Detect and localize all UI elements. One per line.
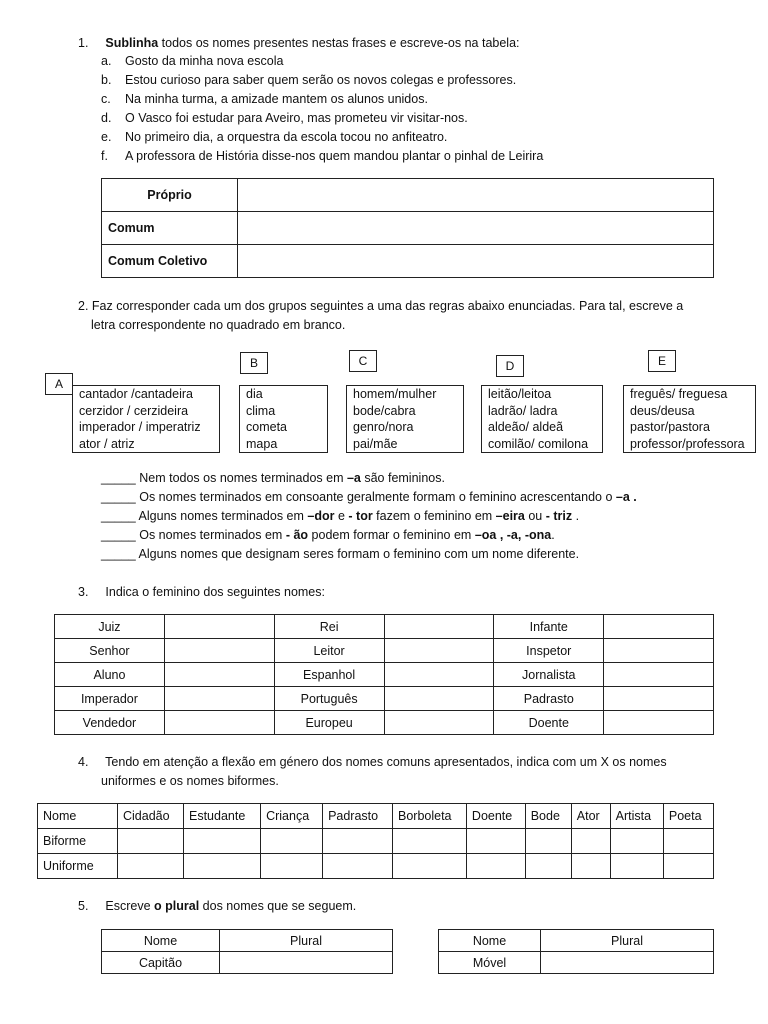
row-label-proprio: Próprio xyxy=(102,179,238,212)
q4-number: 4. xyxy=(78,755,89,769)
row-label-comum: Comum xyxy=(102,212,238,245)
item-text: No primeiro dia, a orquestra da escola tocou no anfiteatro. xyxy=(125,130,448,144)
item-marker: e. xyxy=(101,130,112,144)
noun-cell: Juiz xyxy=(55,615,165,639)
table-row xyxy=(439,952,714,974)
table-row xyxy=(38,829,714,854)
answer-cell[interactable] xyxy=(164,615,274,639)
answer-blank[interactable]: _____ xyxy=(101,471,136,485)
answer-cell[interactable] xyxy=(604,711,714,735)
header-cell: Bode xyxy=(525,804,571,829)
q4-title-line2: uniformes e os nomes biformes. xyxy=(101,774,279,788)
rule-text: Nem todos os nomes terminados em xyxy=(135,471,347,485)
group-box-d xyxy=(481,385,603,453)
noun-cell: Doente xyxy=(494,711,604,735)
answer-cell[interactable] xyxy=(604,687,714,711)
answer-cell[interactable] xyxy=(164,639,274,663)
q1-noun-table xyxy=(101,178,714,278)
group-word: ator / atriz xyxy=(79,436,135,451)
rule-bold: –eira xyxy=(495,509,525,523)
group-box-c xyxy=(346,385,464,453)
check-cell[interactable] xyxy=(663,854,713,879)
rule-line xyxy=(101,545,637,564)
check-cell[interactable] xyxy=(571,854,610,879)
item-marker: b. xyxy=(101,73,112,87)
check-cell[interactable] xyxy=(393,854,467,879)
noun-cell: Imperador xyxy=(55,687,165,711)
answer-cell[interactable] xyxy=(384,711,494,735)
check-cell[interactable] xyxy=(525,829,571,854)
q5-rest: dos nomes que se seguem. xyxy=(199,899,357,913)
noun-cell: Português xyxy=(274,687,384,711)
answer-cell-comum[interactable] xyxy=(238,212,714,245)
q3-title-text: Indica o feminino dos seguintes nomes: xyxy=(105,585,325,599)
group-word: cometa xyxy=(246,420,287,434)
table-header-row xyxy=(102,930,393,952)
rule-text: ou xyxy=(524,509,546,523)
answer-cell[interactable] xyxy=(604,639,714,663)
group-word: comilão/ comilona xyxy=(488,436,589,451)
table-row xyxy=(55,639,714,663)
item-text: O Vasco foi estudar para Aveiro, mas prometeu vir visitar-nos. xyxy=(125,111,468,125)
rule-text: fazem o feminino em xyxy=(372,509,496,523)
answer-cell[interactable] xyxy=(164,711,274,735)
group-word: bode/cabra xyxy=(353,403,416,418)
check-cell[interactable] xyxy=(118,854,184,879)
header-cell: Plural xyxy=(541,930,714,952)
group-word: leitão/leitoa xyxy=(488,387,552,401)
q1-number: 1. xyxy=(78,36,89,50)
header-cell: Estudante xyxy=(183,804,260,829)
check-cell[interactable] xyxy=(663,829,713,854)
table-row xyxy=(55,663,714,687)
group-word: cerzidor / cerzideira xyxy=(79,403,189,418)
rule-line xyxy=(101,488,637,507)
check-cell[interactable] xyxy=(261,854,323,879)
header-cell: Poeta xyxy=(663,804,713,829)
q3-title xyxy=(78,583,325,601)
answer-cell-proprio[interactable] xyxy=(238,179,714,212)
rule-line xyxy=(101,507,637,526)
group-word: homem/mulher xyxy=(353,387,437,401)
noun-cell: Aluno xyxy=(55,663,165,687)
table-row xyxy=(102,179,714,212)
answer-cell[interactable] xyxy=(164,687,274,711)
q4-title-line1: Tendo em atenção a flexão em género dos nomes comuns apresentados, indica com um X os nomes xyxy=(105,755,667,769)
rule-bold: - tor xyxy=(348,509,373,523)
group-word: aldeão/ aldeã xyxy=(488,420,564,434)
header-cell: Nome xyxy=(102,930,220,952)
noun-cell: Padrasto xyxy=(494,687,604,711)
rule-text: Alguns nomes que designam seres formam o feminino com um nome diferente. xyxy=(135,547,580,561)
q5-lead: Escreve xyxy=(105,899,155,913)
table-row xyxy=(55,687,714,711)
header-cell: Ator xyxy=(571,804,610,829)
q5-bold: o plural xyxy=(154,899,200,913)
answer-blank[interactable]: _____ xyxy=(101,509,136,523)
noun-cell: Móvel xyxy=(439,952,541,974)
group-tag-a: A xyxy=(45,373,73,395)
check-cell[interactable] xyxy=(466,854,525,879)
header-cell: Padrasto xyxy=(323,804,393,829)
group-word: deus/deusa xyxy=(630,403,695,418)
row-label-comum-coletivo: Comum Coletivo xyxy=(102,245,238,278)
group-word: ladrão/ ladra xyxy=(488,403,558,418)
answer-blank[interactable]: _____ xyxy=(101,547,136,561)
answer-cell[interactable] xyxy=(384,687,494,711)
answer-blank[interactable]: _____ xyxy=(101,490,136,504)
item-text: Estou curioso para saber quem serão os novos colegas e professores. xyxy=(125,73,517,87)
item-marker: c. xyxy=(101,92,111,106)
q4-title xyxy=(78,753,667,771)
noun-cell: Espanhol xyxy=(274,663,384,687)
check-cell[interactable] xyxy=(183,829,260,854)
noun-cell: Infante xyxy=(494,615,604,639)
item-text: Na minha turma, a amizade mantem os alunos unidos. xyxy=(125,92,428,106)
item-text: Gosto da minha nova escola xyxy=(125,54,284,68)
check-cell[interactable] xyxy=(393,829,467,854)
group-word: pastor/pastora xyxy=(630,420,710,434)
rule-text: Os nomes terminados em xyxy=(135,528,286,542)
q4-gender-table xyxy=(37,803,714,879)
item-marker: d. xyxy=(101,111,112,125)
answer-cell[interactable] xyxy=(164,663,274,687)
group-word: dia xyxy=(246,387,263,401)
header-cell: Plural xyxy=(220,930,393,952)
header-cell: Nome xyxy=(38,804,118,829)
q1-lead-rest: todos os nomes presentes nestas frases e escreve-os na tabela: xyxy=(158,36,520,50)
item-text: A professora de História disse-nos quem mandou plantar o pinhal de Leirira xyxy=(125,149,544,163)
table-row xyxy=(38,854,714,879)
table-header-row xyxy=(38,804,714,829)
group-box-e xyxy=(623,385,756,453)
q1-title xyxy=(78,34,520,52)
noun-cell: Senhor xyxy=(55,639,165,663)
noun-cell: Rei xyxy=(274,615,384,639)
rule-text: . xyxy=(551,528,555,542)
rule-bold: - ão xyxy=(285,528,309,542)
answer-cell[interactable] xyxy=(541,952,714,974)
rule-bold: - triz xyxy=(545,509,573,523)
check-cell[interactable] xyxy=(571,829,610,854)
rule-text: . xyxy=(572,509,580,523)
answer-cell-comum-coletivo[interactable] xyxy=(238,245,714,278)
group-word: pai/mãe xyxy=(353,436,398,451)
header-cell: Doente xyxy=(466,804,525,829)
noun-cell: Leitor xyxy=(274,639,384,663)
check-cell[interactable] xyxy=(183,854,260,879)
group-word: clima xyxy=(246,403,276,418)
group-word: genro/nora xyxy=(353,420,414,434)
item-marker: f. xyxy=(101,149,108,163)
noun-cell: Jornalista xyxy=(494,663,604,687)
answer-cell[interactable] xyxy=(384,639,494,663)
header-cell: Nome xyxy=(439,930,541,952)
noun-cell: Europeu xyxy=(274,711,384,735)
group-tag-b: B xyxy=(240,352,268,374)
group-word: professor/professora xyxy=(630,436,745,451)
check-cell[interactable] xyxy=(118,829,184,854)
answer-blank[interactable]: _____ xyxy=(101,528,136,542)
group-word: imperador / imperatriz xyxy=(79,420,201,434)
q5-plural-table-left xyxy=(101,929,393,974)
rule-bold: –dor xyxy=(307,509,335,523)
q2-title-line2: letra correspondente no quadrado em branco. xyxy=(91,318,346,332)
check-cell[interactable] xyxy=(261,829,323,854)
answer-cell[interactable] xyxy=(604,663,714,687)
rule-line xyxy=(101,526,637,545)
group-tag-d: D xyxy=(496,355,524,377)
header-cell: Borboleta xyxy=(393,804,467,829)
q5-number: 5. xyxy=(78,899,89,913)
rule-text: Alguns nomes terminados em xyxy=(135,509,308,523)
row-label-biforme: Biforme xyxy=(38,829,118,854)
check-cell[interactable] xyxy=(610,854,663,879)
q1-lead-bold: Sublinha xyxy=(105,36,159,50)
group-word: freguês/ freguesa xyxy=(630,387,728,401)
table-row xyxy=(55,615,714,639)
rule-text: Os nomes terminados em consoante geralmente formam o feminino acrescentando o xyxy=(135,490,616,504)
group-box-b xyxy=(239,385,328,453)
rule-bold: –a xyxy=(346,471,361,485)
noun-cell: Vendedor xyxy=(55,711,165,735)
rule-bold: –a . xyxy=(615,490,637,504)
rule-text: e xyxy=(334,509,349,523)
q5-title xyxy=(78,897,356,915)
q3-feminine-table xyxy=(54,614,714,735)
answer-cell[interactable] xyxy=(604,615,714,639)
check-cell[interactable] xyxy=(323,829,393,854)
noun-cell: Inspetor xyxy=(494,639,604,663)
q2-rules xyxy=(101,469,637,564)
table-row xyxy=(55,711,714,735)
q5-plural-table-right xyxy=(438,929,714,974)
group-tag-e: E xyxy=(648,350,676,372)
table-row xyxy=(102,212,714,245)
answer-cell[interactable] xyxy=(384,615,494,639)
group-tag-c: C xyxy=(349,350,377,372)
rule-text: são femininos. xyxy=(360,471,445,485)
table-header-row xyxy=(439,930,714,952)
noun-cell: Capitão xyxy=(102,952,220,974)
group-box-a xyxy=(72,385,220,453)
check-cell[interactable] xyxy=(466,829,525,854)
table-row xyxy=(102,245,714,278)
q3-number: 3. xyxy=(78,585,89,599)
rule-line xyxy=(101,469,637,488)
table-row xyxy=(102,952,393,974)
check-cell[interactable] xyxy=(323,854,393,879)
item-marker: a. xyxy=(101,54,112,68)
q2-title-line1: 2. Faz corresponder cada um dos grupos seguintes a uma das regras abaixo enunciadas. Para tal, escreve a xyxy=(78,299,684,313)
header-cell: Criança xyxy=(261,804,323,829)
group-word: cantador /cantadeira xyxy=(79,387,193,401)
group-word: mapa xyxy=(246,436,278,451)
rule-bold: –oa , -a, -ona xyxy=(474,528,552,542)
check-cell[interactable] xyxy=(610,829,663,854)
check-cell[interactable] xyxy=(525,854,571,879)
rule-text: podem formar o feminino em xyxy=(308,528,475,542)
row-label-uniforme: Uniforme xyxy=(38,854,118,879)
header-cell: Artista xyxy=(610,804,663,829)
answer-cell[interactable] xyxy=(220,952,393,974)
answer-cell[interactable] xyxy=(384,663,494,687)
header-cell: Cidadão xyxy=(118,804,184,829)
